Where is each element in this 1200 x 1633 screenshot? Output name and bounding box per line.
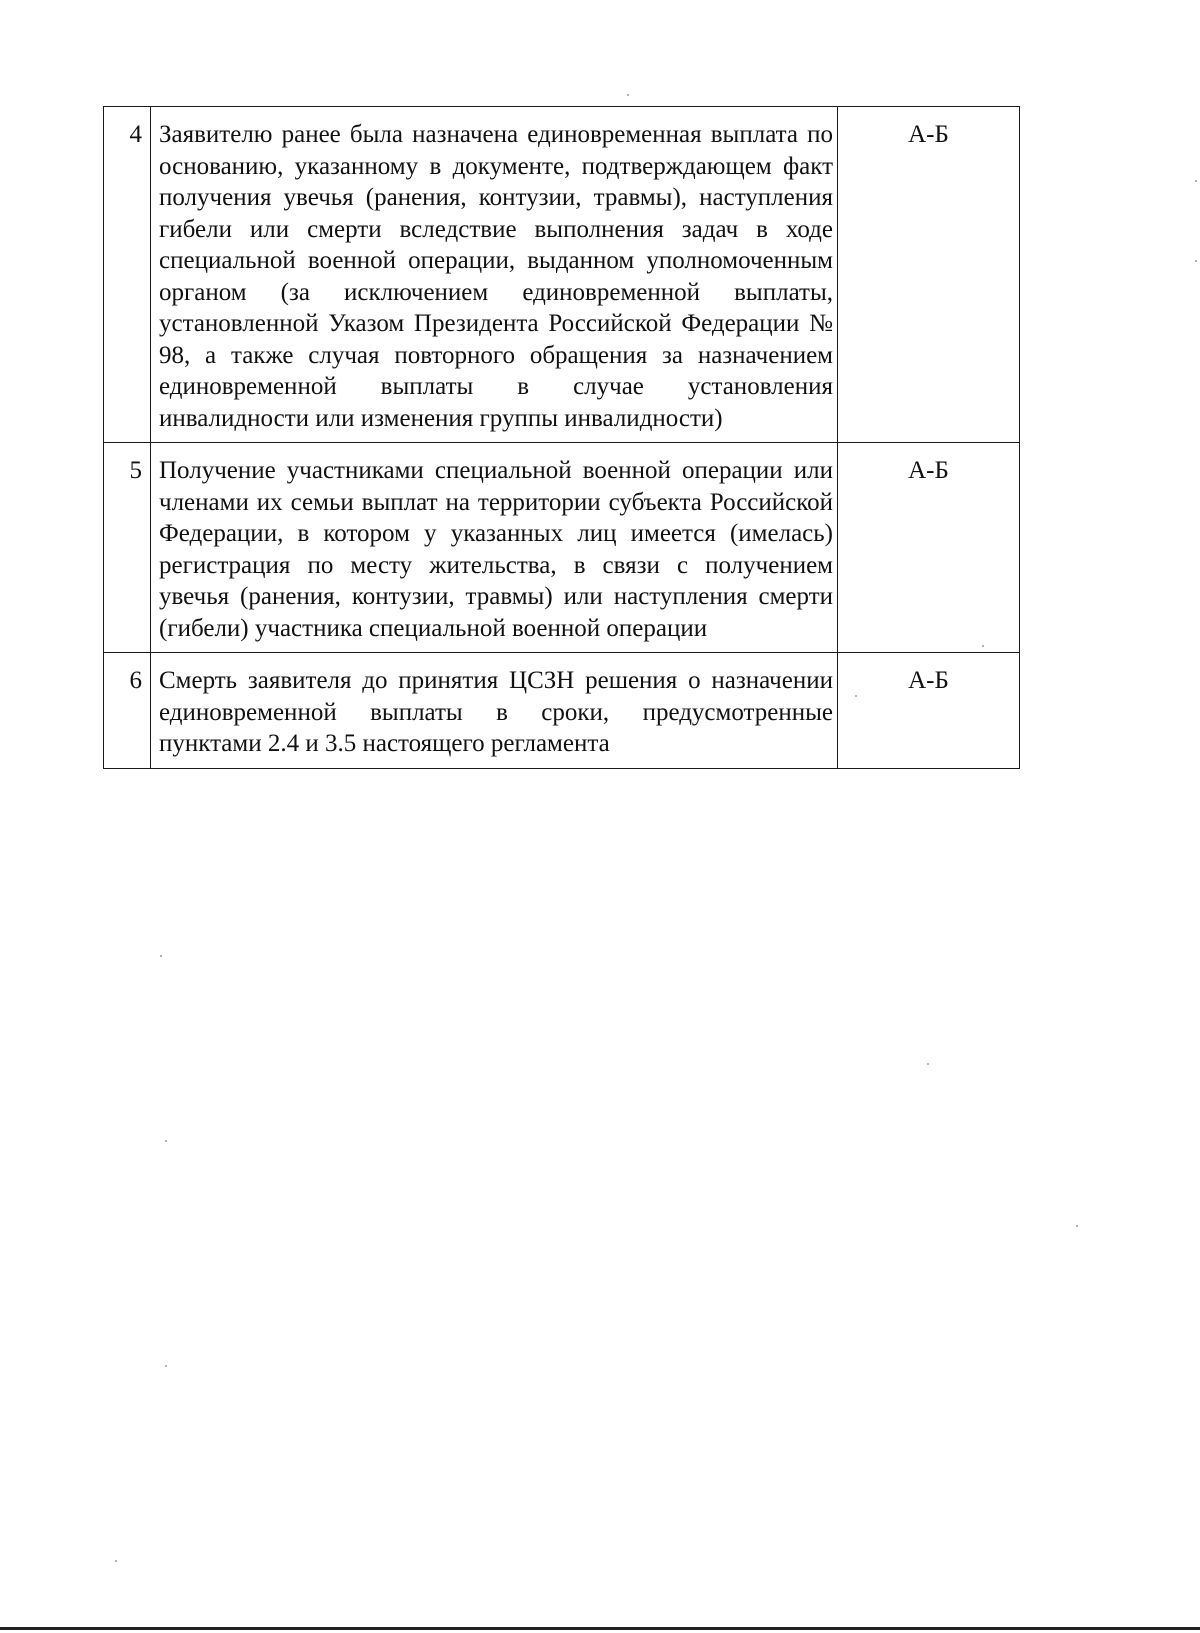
scan-speck bbox=[927, 1063, 929, 1065]
grounds-table bbox=[103, 106, 1020, 769]
row-text: Смерть заявителя до принятия ЦСЗН решения о назначении единовременной выплаты в сроки, предусмотренные пунктами 2.4 и 3.5 настоящего регламента bbox=[159, 667, 833, 757]
row-code-cell bbox=[838, 653, 1020, 769]
table-row bbox=[104, 443, 1020, 653]
row-number-cell bbox=[104, 443, 151, 653]
row-code-cell bbox=[838, 443, 1020, 653]
row-text-cell bbox=[151, 107, 838, 443]
row-text-cell bbox=[151, 443, 838, 653]
row-number-cell bbox=[104, 107, 151, 443]
row-code: А-Б bbox=[908, 667, 949, 694]
row-text: Заявителю ранее была назначена единовременная выплата по основанию, указанному в документе, подтверждающем факт получения увечья (ранения, контузии, травмы), наступления гибели или смерти вследствие выполнения задач в ходе специальной военной операции, выданном уполномоченным органом (за исключением единовременной выплаты, установленной Указом Президента Российской Федерации № 98, а также случая повторного обращения за назначением единовременной выплаты в случае установления инвалидности или изменения группы инвалидности) bbox=[159, 121, 833, 432]
scan-speck bbox=[627, 94, 629, 96]
scan-speck bbox=[165, 1365, 167, 1367]
table-row bbox=[104, 653, 1020, 769]
scan-speck bbox=[1195, 260, 1197, 262]
row-code-cell bbox=[838, 107, 1020, 443]
row-code: А-Б bbox=[908, 457, 949, 484]
row-text: Получение участниками специальной военной операции или членами их семьи выплат на территории субъекта Российской Федерации, в котором у указанных лиц имеется (имелась) регистрация по месту жительства, в связи с получением увечья (ранения, контузии, травмы) или наступления смерти (гибели) участника специальной военной операции bbox=[159, 457, 833, 642]
scan-speck bbox=[160, 955, 162, 957]
row-code: А-Б bbox=[908, 121, 949, 148]
row-number: 5 bbox=[129, 457, 142, 484]
scan-speck bbox=[982, 645, 984, 647]
scan-speck bbox=[855, 695, 857, 697]
row-number-cell bbox=[104, 653, 151, 769]
scan-speck bbox=[165, 1140, 167, 1142]
table-row bbox=[104, 107, 1020, 443]
row-number: 4 bbox=[129, 121, 142, 148]
scan-speck bbox=[115, 1560, 117, 1562]
scan-speck bbox=[1076, 1225, 1078, 1227]
row-number: 6 bbox=[129, 667, 142, 694]
page-bottom-edge bbox=[0, 1627, 1200, 1630]
row-text-cell bbox=[151, 653, 838, 769]
scan-speck bbox=[1195, 180, 1197, 182]
